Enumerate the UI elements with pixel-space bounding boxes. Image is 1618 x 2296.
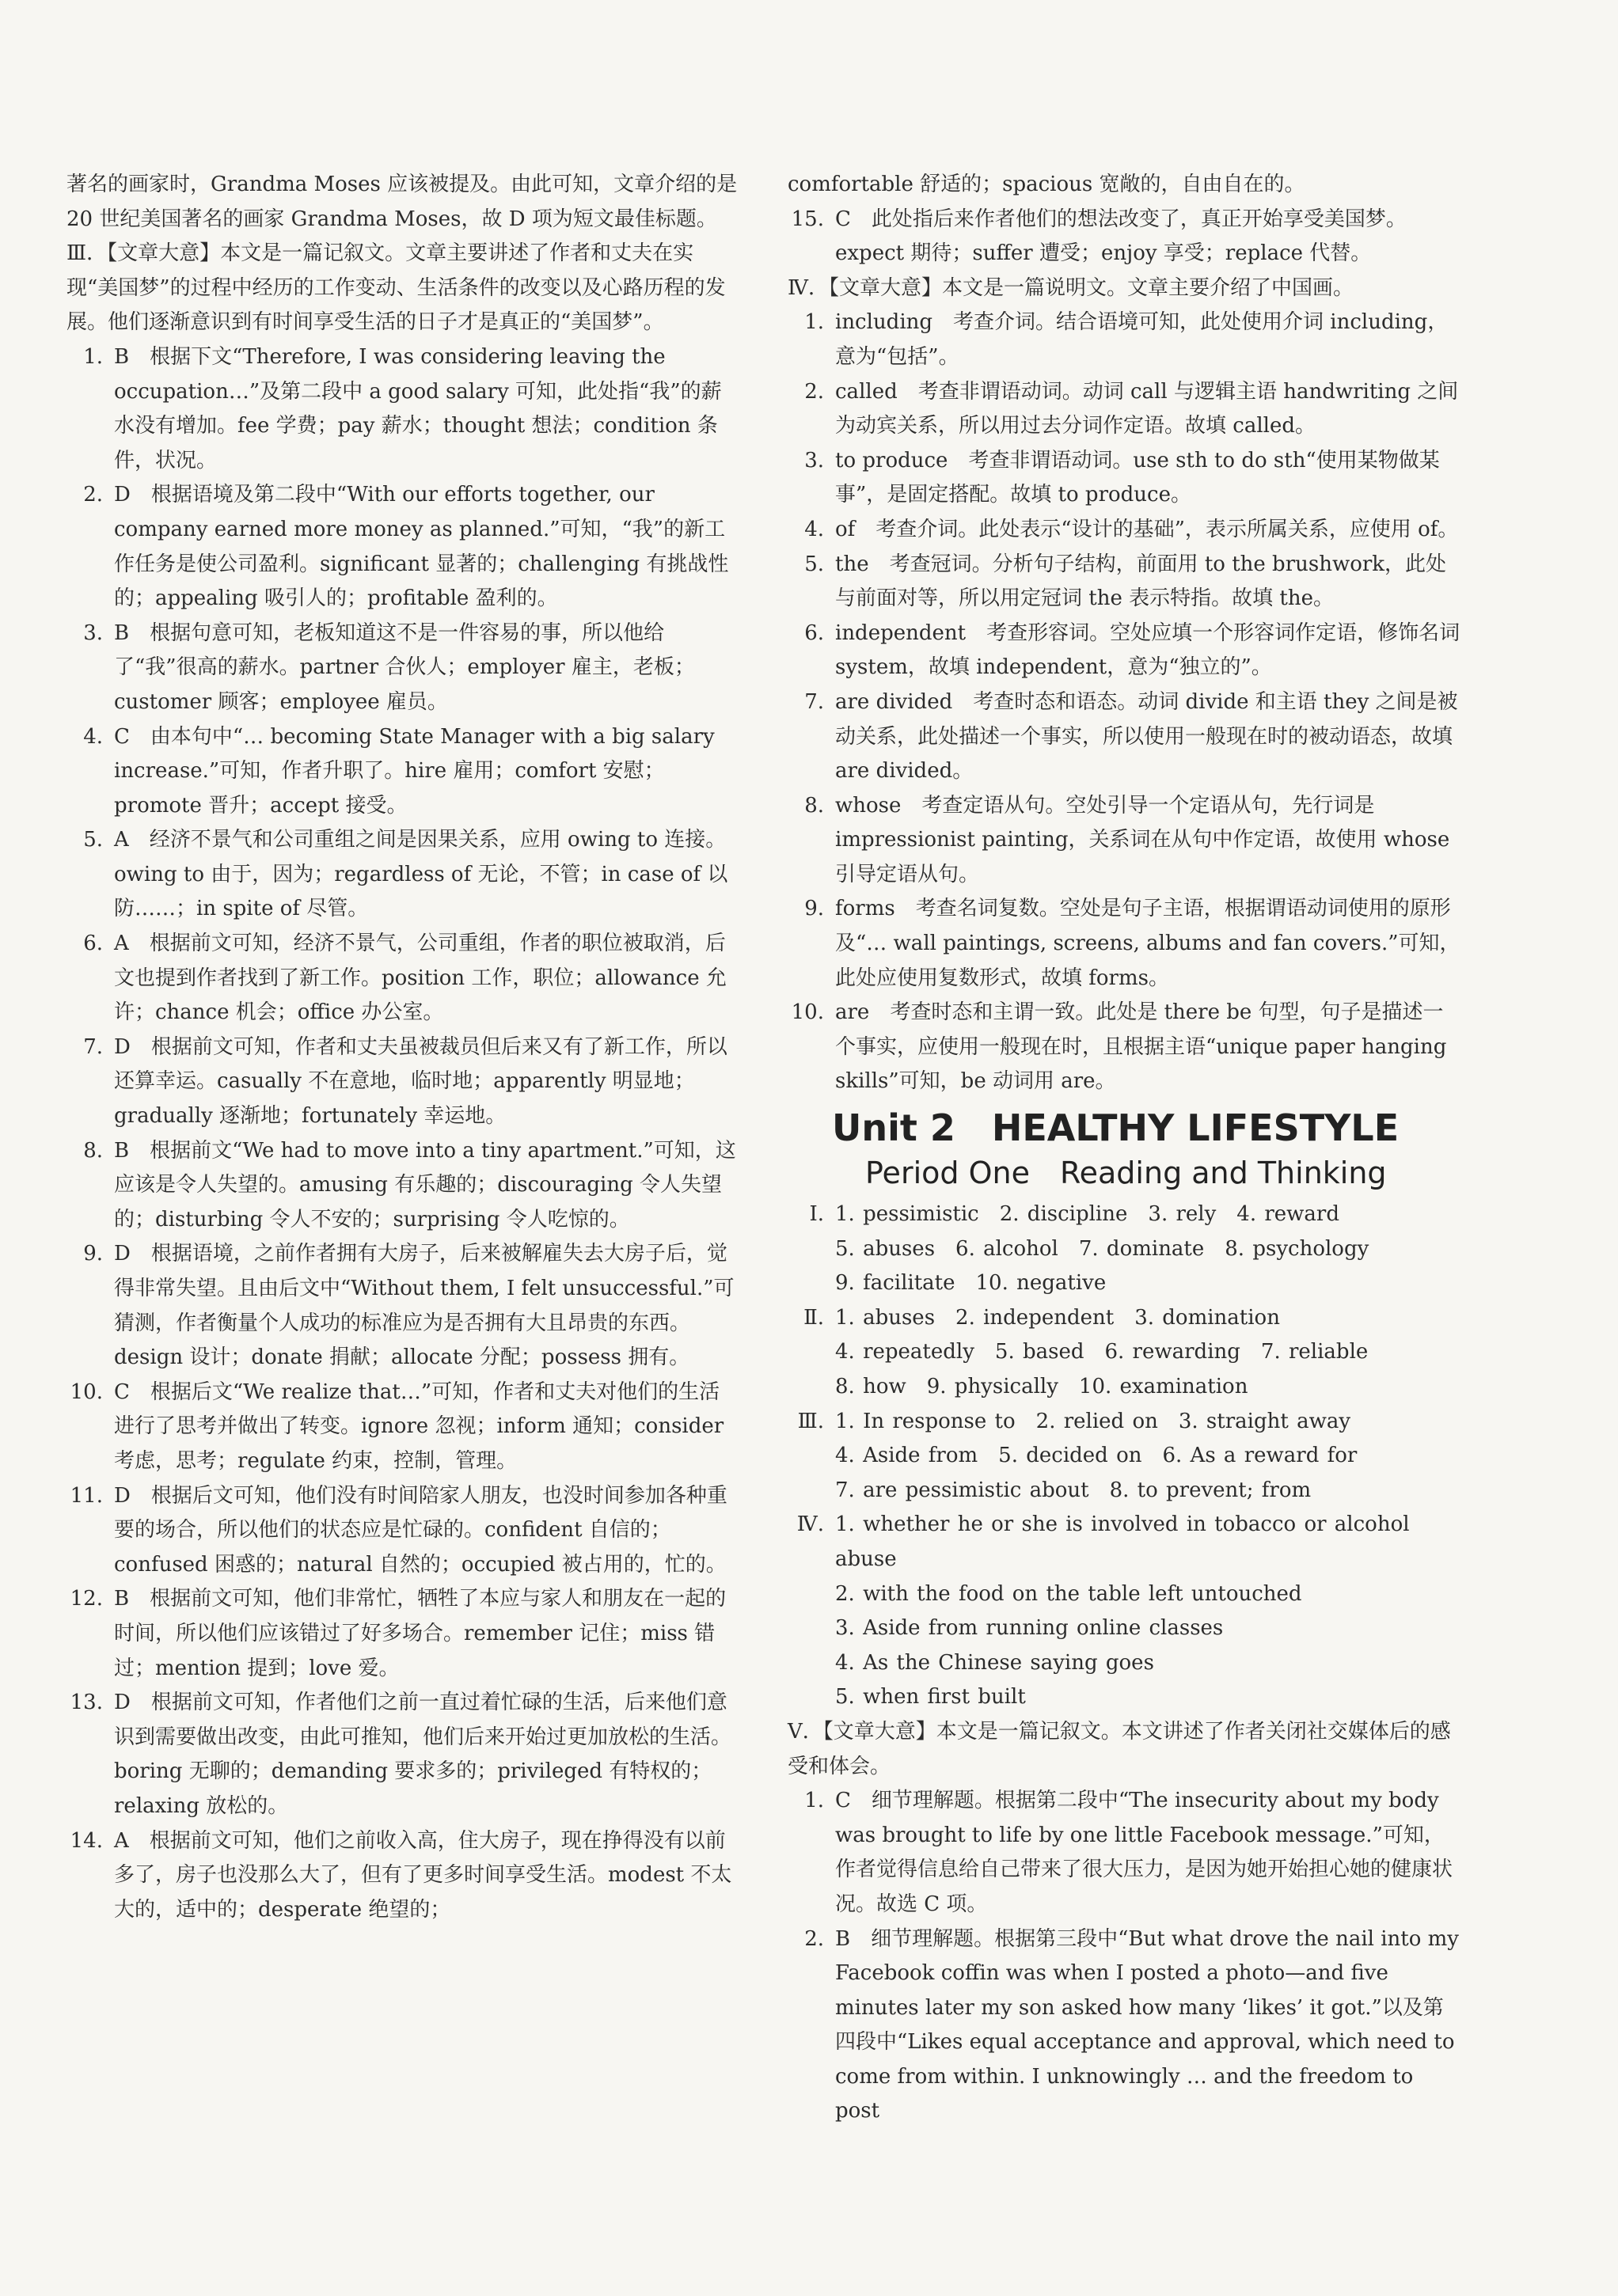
answer-text: B 细节理解题。根据第三段中“But what drove the nail into my Facebook coffin was when I posted a photo—and five minutes later my son asked how many ‘likes’ it got.”以及第四段中“Likes equal acceptance and approval, which need to come from within. I unknowingly … and the freedom to post (835, 1926, 1459, 2123)
answer-number: 1. (804, 1789, 824, 1813)
paragraph: Ⅴ．【文章大意】本文是一篇记叙文。本文讲述了作者关闭社交媒体后的感受和体会。 (788, 1719, 1451, 1778)
vocab-row (788, 1646, 1460, 1681)
answer-number: 7. (83, 1034, 103, 1059)
vocab-words: 4. As the Chinese saying goes (835, 1650, 1154, 1675)
vocab-words: 7. are pessimistic about 8. to prevent; from (835, 1478, 1312, 1502)
answer-number: 1. (804, 310, 824, 335)
answer-number: 6. (804, 620, 824, 645)
answer-item (66, 1134, 739, 1238)
vocab-words: 3. Aside from running online classes (835, 1616, 1224, 1641)
vocab-words: 4. Aside from 5. decided on 6. As a reward for (835, 1444, 1358, 1468)
answer-number: 4. (804, 517, 824, 541)
answer-text: D 根据语境，之前作者拥有大房子，后来被解雇失去大房子后，觉得非常失望。且由后文中“Without them, I felt unsuccessful.”可猜测，作者衡量个人成功的标准应为是否拥有大且昂贵的东西。design 设计；donate 捐献；allocate 分配；possess 拥有。 (114, 1242, 735, 1370)
answer-text: A 根据前文可知，经济不景气，公司重组，作者的职位被取消，后文也提到作者找到了新工作。position 工作，职位；allowance 允许；chance 机会；office 办公室。 (114, 932, 727, 1025)
answer-text: independent 考查形容词。空处应填一个形容词作定语，修饰名词 system，故填 independent，意为“独立的”。 (835, 620, 1460, 680)
answer-item (66, 1824, 739, 1928)
answer-text: D 根据后文可知，他们没有时间陪家人朋友，也没时间参加各种重要的场合，所以他们的状态应是忙碌的。confident 自信的；confused 困惑的；natural 自然的；occupied 被占用的，忙的。 (114, 1483, 727, 1577)
section-mark (788, 1439, 835, 1474)
paragraph: Ⅲ．【文章大意】本文是一篇记叙文。文章主要讲述了作者和丈夫在实现“美国梦”的过程中经历的工作变动、生活条件的改变以及心路历程的发展。他们逐渐意识到有时间享受生活的日子才是真正的“美国梦”。 (66, 241, 726, 335)
answer-text: D 根据前文可知，作者他们之前一直过着忙碌的生活，后来他们意识到需要做出改变，由此可推知，他们后来开始过更加放松的生活。boring 无聊的；demanding 要求多的；privileged 有特权的；relaxing 放松的。 (114, 1691, 732, 1818)
section-mark (788, 1370, 835, 1405)
section-mark: Ⅳ. (796, 1512, 824, 1537)
answer-item (788, 548, 1460, 617)
answer-number: 1. (83, 344, 103, 369)
answer-item (788, 1922, 1460, 2130)
answer-number: 10. (791, 1000, 824, 1025)
paragraph: Ⅳ．【文章大意】本文是一篇说明文。文章主要介绍了中国画。 (788, 275, 1354, 300)
section-mark (788, 1335, 835, 1370)
answer-number: 14. (70, 1828, 103, 1853)
answer-item (788, 617, 1460, 685)
answer-text: C 细节理解题。根据第二段中“The insecurity about my body was brought to life by one little Facebook message.”可知，作者觉得信息给自己带来了很大压力，是因为她开始担心她的健康状况。故选 C 项。 (835, 1789, 1453, 1916)
vocab-row (788, 1405, 1460, 1440)
answer-number: 8. (804, 793, 824, 818)
answer-item (66, 1479, 739, 1583)
answer-item (66, 720, 739, 824)
section-mark (788, 1232, 835, 1267)
section-mark (788, 1646, 835, 1681)
vocab-row (788, 1508, 1460, 1577)
vocab-words: 1. In response to 2. relied on 3. straight away (835, 1409, 1351, 1433)
answer-text: forms 考查名词复数。空处是句子主语，根据谓语动词使用的原形及“… wall paintings, screens, albums and fan covers.”可知，此处应使用复数形式，故填 forms。 (835, 897, 1460, 990)
section-mark (788, 1474, 835, 1509)
answer-text: A 经济不景气和公司重组之间是因果关系，应用 owing to 连接。owing to 由于，因为；regardless of 无论，不管；in case of 以防……；in spite of 尽管。 (114, 828, 728, 921)
answer-item (788, 996, 1460, 1099)
answer-item (788, 1784, 1460, 1922)
vocab-row (788, 1439, 1460, 1474)
vocab-answers (788, 1197, 1460, 1715)
vocab-words: 1. pessimistic 2. discipline 3. rely 4. reward (835, 1202, 1340, 1227)
answer-item (66, 1582, 739, 1686)
vocab-words: 1. abuses 2. independent 3. domination (835, 1305, 1280, 1330)
answer-text: B 根据句意可知，老板知道这不是一件容易的事，所以他给了“我”很高的薪水。partner 合伙人；employer 雇主，老板；customer 顾客；employee 雇员。 (114, 620, 695, 714)
answer-item (66, 823, 739, 927)
answer-text: of 考查介词。此处表示“设计的基础”，表示所属关系，应使用 of。 (835, 517, 1459, 541)
vocab-row (788, 1680, 1460, 1715)
answer-item (788, 375, 1460, 444)
vocab-row (788, 1266, 1460, 1301)
answer-text: B 根据前文可知，他们非常忙，牺牲了本应与家人和朋友在一起的时间，所以他们应该错过了好多场合。remember 记住；miss 错过；mention 提到；love 爱。 (114, 1587, 727, 1680)
section-mark: Ⅰ. (809, 1202, 824, 1227)
answer-text: B 根据前文“We had to move into a tiny apartment.”可知，这应该是令人失望的。amusing 有乐趣的；discouraging 令人失望的；disturbing 令人不安的；surprising 令人吃惊的。 (114, 1138, 736, 1231)
answer-number: 7. (804, 689, 824, 714)
answer-number: 4. (83, 724, 103, 749)
right-column (788, 168, 1460, 2129)
answer-item (788, 685, 1460, 789)
answer-number: 11. (70, 1483, 103, 1508)
answer-text: to produce 考查非谓语动词。use sth to do sth“使用某物做某事”，是固定搭配。故填 to produce。 (835, 448, 1440, 507)
answer-item (66, 340, 739, 478)
answer-item (66, 1686, 739, 1824)
answer-number: 2. (804, 1926, 824, 1951)
answer-text: called 考查非谓语动词。动词 call 与逻辑主语 handwriting 之间为动宾关系，所以用过去分词作定语。故填 called。 (835, 379, 1459, 438)
answer-text: B 根据下文“Therefore, I was considering leaving the occupation…”及第二段中 a good salary 可知，此处指“我”的薪水没有增加。fee 学费；pay 薪水；thought 想法；condition 条件，状况。 (114, 344, 722, 472)
left-column (66, 168, 739, 1927)
answer-number: 5. (804, 552, 824, 576)
answer-text: the 考查冠词。分析句子结构，前面用 to the brushwork，此处与前面对等，所以用定冠词 the 表示特指。故填 the。 (835, 552, 1447, 611)
answer-number: 5. (83, 828, 103, 852)
vocab-row (788, 1611, 1460, 1646)
answer-number: 10. (70, 1379, 103, 1404)
section-mark (788, 1680, 835, 1715)
vocab-words: 1. whether he or she is involved in tobacco or alcohol abuse (835, 1512, 1410, 1571)
answer-number: 15. (791, 207, 824, 231)
vocab-words: 9. facilitate 10. negative (835, 1271, 1107, 1296)
answer-number: 3. (804, 448, 824, 472)
answer-text: are divided 考查时态和语态。动词 divide 和主语 they 之间是被动关系，此处描述一个事实，所以使用一般现在时的被动语态，故填 are divided。 (835, 689, 1458, 784)
answer-number: 8. (83, 1138, 103, 1163)
vocab-words: 4. repeatedly 5. based 6. rewarding 7. reliable (835, 1340, 1369, 1364)
answer-item (788, 892, 1460, 996)
answer-item (66, 1030, 739, 1134)
vocab-words: 5. when first built (835, 1685, 1026, 1710)
answer-item (788, 789, 1460, 893)
answer-text: C 根据后文“We realize that…”可知，作者和丈夫对他们的生活进行了思考并做出了转变。ignore 忽视；inform 通知；consider 考虑，思考；regulate 约束，控制，管理。 (114, 1379, 724, 1473)
vocab-row (788, 1335, 1460, 1370)
section-mark (788, 1577, 835, 1612)
answer-text: including 考查介词。结合语境可知，此处使用介词 including，意为“包括”。 (835, 310, 1449, 369)
answer-text: D 根据前文可知，作者和丈夫虽被裁员但后来又有了新工作，所以还算幸运。casually 不在意地，临时地；apparently 明显地；gradually 逐渐地；fortunately 幸运地。 (114, 1034, 727, 1129)
answer-item (66, 1237, 739, 1375)
right-answers-top (788, 168, 1460, 1099)
right-answers-tail (788, 1715, 1460, 2129)
vocab-row (788, 1197, 1460, 1232)
section-mark: Ⅱ. (803, 1305, 824, 1330)
period-title: Period One Reading and Thinking (865, 1156, 1387, 1191)
vocab-row (788, 1474, 1460, 1509)
section-mark (788, 1266, 835, 1301)
answer-number: 3. (83, 620, 103, 645)
answer-text: are 考查时态和主谓一致。此处是 there be 句型，句子是描述一个事实，应使用一般现在时，且根据主语“unique paper hanging skills”可知，be 动词用 are。 (835, 1000, 1447, 1094)
paragraph: 著名的画家时，Grandma Moses 应该被提及。由此可知，文章介绍的是 20 世纪美国著名的画家 Grandma Moses，故 D 项为短文最佳标题。 (66, 173, 738, 231)
answer-text: C 由本句中“… becoming State Manager with a big salary increase.”可知，作者升职了。hire 雇用；comfort 安慰；promote 晋升；accept 接受。 (114, 724, 715, 818)
vocab-words: 5. abuses 6. alcohol 7. dominate 8. psychology (835, 1236, 1369, 1261)
answer-text: whose 考查定语从句。空处引导一个定语从句，先行词是 impressionist painting，关系词在从句中作定语，故使用 whose 引导定语从句。 (835, 793, 1450, 886)
answer-item (788, 513, 1460, 548)
section-mark: Ⅲ. (797, 1409, 824, 1433)
section-mark (788, 1611, 835, 1646)
answer-number: 9. (83, 1242, 103, 1266)
answer-number: 2. (804, 379, 824, 404)
answer-text: D 根据语境及第二段中“With our efforts together, our company earned more money as planned.”可知，“我”的新工作任务是使公司盈利。significant 显著的；challenging 有挑战性的；appealing 吸引人的；profitable 盈利的。 (114, 483, 729, 611)
answer-item (66, 617, 739, 720)
vocab-row (788, 1577, 1460, 1612)
answer-item (66, 478, 739, 616)
vocab-row (788, 1301, 1460, 1336)
answer-item (788, 444, 1460, 513)
answer-text: C 此处指后来作者他们的想法改变了，真正开始享受美国梦。expect 期待；suffer 遭受；enjoy 享受；replace 代替。 (835, 207, 1407, 266)
vocab-row (788, 1370, 1460, 1405)
answer-item (66, 1376, 739, 1479)
answer-text: A 根据前文可知，他们之前收入高，住大房子，现在挣得没有以前多了，房子也没那么大了，但有了更多时间享受生活。modest 不太大的，适中的；desperate 绝望的； (114, 1828, 732, 1922)
answer-item (66, 927, 739, 1030)
answer-number: 13. (70, 1691, 103, 1715)
answer-item (788, 203, 1460, 271)
answer-number: 12. (70, 1587, 103, 1611)
paragraph: comfortable 舒适的；spacious 宽敞的，自由自在的。 (788, 173, 1305, 196)
unit-title: Unit 2 HEALTHY LIFESTYLE (832, 1106, 1400, 1150)
answer-number: 2. (83, 483, 103, 507)
vocab-words: 8. how 9. physically 10. examination (835, 1375, 1248, 1398)
answer-number: 9. (804, 897, 824, 921)
answer-item (788, 306, 1460, 374)
vocab-row (788, 1232, 1460, 1267)
vocab-words: 2. with the food on the table left untouched (835, 1581, 1302, 1606)
answer-number: 6. (83, 932, 103, 956)
